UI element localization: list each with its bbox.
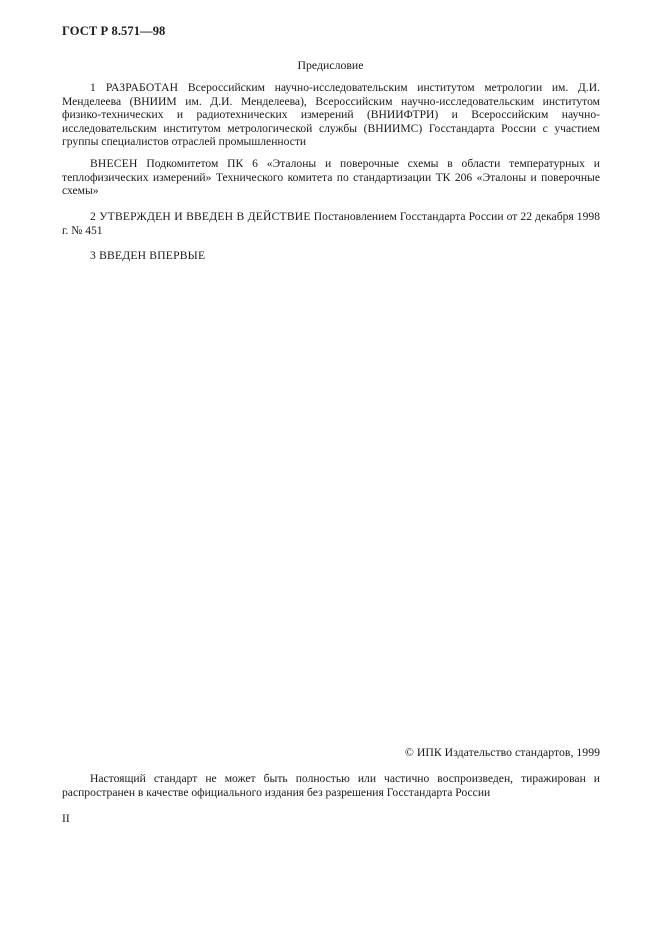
paragraph-introduced-by: [62, 157, 600, 198]
page-number: II: [62, 812, 70, 825]
paragraph-first-introduced: [62, 249, 600, 263]
paragraph-body: Всероссийским научно-исследовательским институтом метрологии им. Д.И. Менделеева (ВНИИМ им. Д.И. Менделеева), Всероссийским научно-исследовательским институтом физико-технических и радиотехнических измерений (ВНИИФТРИ) и Всероссийским научно-исследовательским институтом метрологической службы (ВНИИМС) Госстандарта России с участием группы специалистов отраслей промышленности: [62, 81, 600, 149]
paragraph-lead: 1 РАЗРАБОТАН: [90, 81, 179, 94]
paragraph-body: Подкомитетом ПК 6 «Эталоны и поверочные схемы в области температурных и теплофизических измерений» Технического комитета по стандартизации ТК 206 «Эталоны и поверочные схемы»: [62, 157, 600, 198]
paragraph-lead: 2 УТВЕРЖДЕН И ВВЕДЕН В ДЕЙСТВИЕ: [90, 210, 311, 223]
reproduction-notice: Настоящий стандарт не может быть полностью или частично воспроизведен, тиражирован и распространен в качестве официального издания без разрешения Госстандарта России: [62, 772, 600, 799]
paragraph-body: Постановлением Госстандарта России от 22 декабря 1998 г. № 451: [62, 210, 600, 237]
document-code: ГОСТ Р 8.571—98: [62, 24, 166, 38]
paragraph-lead: 3 ВВЕДЕН ВПЕРВЫЕ: [90, 249, 206, 262]
paragraph-lead: ВНЕСЕН: [90, 157, 138, 170]
copyright-line: © ИПК Издательство стандартов, 1999: [404, 745, 600, 759]
section-title: Предисловие: [297, 58, 364, 72]
paragraph-developed-by: [62, 81, 600, 149]
paragraph-approved: [62, 210, 600, 237]
